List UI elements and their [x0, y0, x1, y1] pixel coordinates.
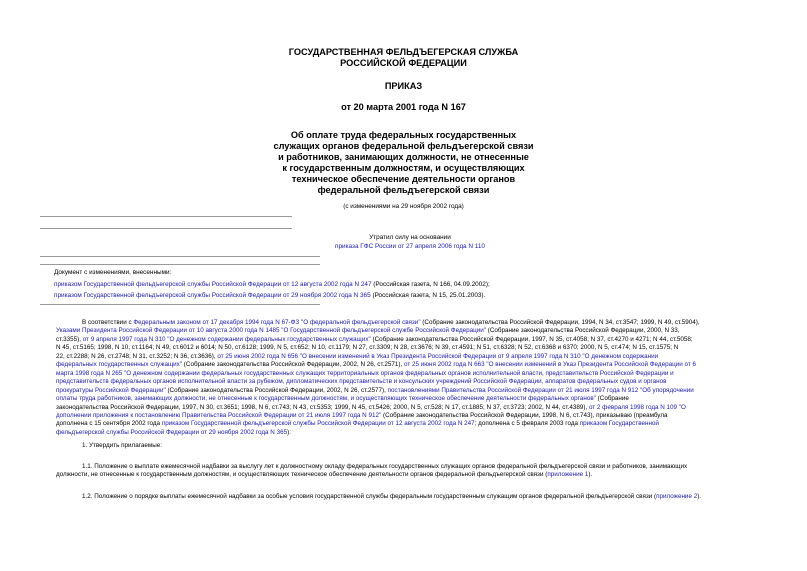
item-1-1-line	[56, 471, 769, 479]
item-1-2-text: 1.2. Положение о порядке выплаты ежемесячной надбавки за особые условия государственной службы федеральным государственным служащим органов федеральной фельдъегерской связи (	[82, 493, 657, 500]
doc-type: ПРИКАЗ	[384, 81, 423, 91]
preamble-line	[56, 420, 769, 428]
agency-line-2: РОССИЙСКОЙ ФЕДЕРАЦИИ	[340, 58, 467, 68]
repeal-note: Утратил силу на основании	[369, 234, 451, 241]
preamble-link[interactable]: марта 1998 года N 265 "О денежном содержании федеральных государственных служащих территориальных органов федеральных органов исполнительной власти, представительств Российской Федерации и	[56, 369, 674, 377]
item-1-1	[56, 463, 769, 480]
doc-title-line: к государственным должностям, и осуществляющих	[282, 163, 525, 173]
doc-title	[0, 130, 807, 196]
agency-line-1: ГОСУДАРСТВЕННАЯ ФЕЛЬДЪЕГЕРСКАЯ СЛУЖБА	[288, 47, 519, 57]
preamble-line	[56, 378, 769, 386]
item-1: 1. Утвердить прилагаемые:	[82, 442, 162, 449]
preamble-text: 22, ст.2288; N 26, ст.2748; N 31, ст.3252; N 36, ст.3636),	[56, 352, 218, 360]
doc-title-line: служащих органов федеральной фельдъегерской связи	[273, 141, 534, 151]
changes-item	[54, 281, 754, 289]
repeal-link[interactable]: приказа ГФС России от 27 апреля 2006 года N 110	[335, 243, 485, 250]
doc-date-number: от 20 марта 2001 года N 167	[341, 102, 466, 112]
preamble-line	[56, 429, 769, 437]
preamble-link[interactable]: приказом Государственной	[579, 420, 659, 428]
preamble-text: (Собрание законодательства Российской Федерации, 2000, N 33,	[486, 327, 680, 335]
item-1-1-text: должности, не отнесенные к государственным должностям, и осуществляющих техническое обеспечение деятельности органов федеральной фельдъегерской связи (	[56, 471, 548, 479]
preamble-link[interactable]: от 9 апреля 1997 года N 310 "О денежном содержании федеральных государственных служащих"	[82, 335, 371, 343]
doc-title-line: федеральной фельдъегерской связи	[317, 185, 490, 195]
preamble-line	[56, 395, 769, 403]
preamble-link[interactable]: Федеральным законом от 17 декабря 1994 года N 67-ФЗ "О федеральной фельдъегерской связи"	[133, 319, 421, 326]
preamble-text: (Собрание	[595, 395, 629, 403]
preamble-text: (Собрание законодательства Российской Федерации, 1998, N 6, ст.743), приказываю (преамбула	[381, 411, 668, 419]
preamble-text: (Собрание законодательства Российской Федерации, 2002, N 26, ст.2577),	[165, 386, 388, 394]
changes-label: Документ с изменениями, внесенными:	[54, 269, 172, 276]
changes-link[interactable]: приказом Государственной фельдъегерской службы Российской Федерации от 12 августа 2002 года N 247	[54, 281, 372, 289]
preamble-line	[56, 361, 769, 369]
preamble-link[interactable]: оплаты труда работников, занимающих должности, не отнесенные к государственным должностям, и осуществляющих техническое обеспечение деятельности федеральных органов"	[56, 395, 596, 403]
changes-link[interactable]: приказом Государственной фельдъегерской службы Российской Федерации от 29 ноября 2002 года N 365	[54, 292, 371, 300]
preamble-text: (Собрание законодательства Российской Федерации, 1994, N 34, ст.3547; 1999, N 49, ст.5904),	[420, 319, 700, 326]
item-1-1-text: ).	[588, 471, 593, 479]
preamble-link[interactable]: федеральных государственных служащих"	[56, 361, 183, 369]
item-1-2	[82, 493, 772, 501]
preamble-link[interactable]: приказом Государственной фельдъегерской службы Российской Федерации от 12 августа 2002 года N 247	[161, 420, 475, 428]
doc-title-line: и работников, занимающих должности, не отнесенные	[278, 152, 529, 162]
divider	[40, 216, 292, 217]
preamble-line	[56, 336, 769, 344]
preamble-text: дополнена с 15 сентября 2002 года	[56, 420, 162, 428]
preamble-line	[56, 327, 769, 335]
doc-title-line: Об оплате труда федеральных государственных	[290, 130, 517, 140]
divider	[40, 264, 320, 265]
preamble-line	[56, 353, 769, 361]
preamble-link[interactable]: от 25 июня 2002 года N 663 "О внесении изменений в Указ Президента Российской Федерации от 6	[403, 361, 696, 369]
preamble-link[interactable]: Указами Президента Российской Федерации от 10 августа 2000 года N 1485 "О Государственной фельдъегерской службе Российской Федерации"	[56, 327, 487, 335]
preamble-text: N 45, ст.5165; 1998, N 10, ст.1164; N 49, ст.6012 и 6014; N 50, ст.6128; 1999, N 5, ст.652; N 10, ст.1179; N 27, ст.3309; N 28, ст.3676; N 39, ст.4591; N 51, ст.6328; N 52, ст.6368 и 6370; 2000, N 5, ст.474; N 15, ст.1575; N	[56, 344, 679, 352]
preamble-link[interactable]: от 25 июня 2002 года N 656 "О внесении изменений в Указ Президента Российской Федерации от 9 апреля 1997 года N 310 "О денежном содержании	[217, 352, 659, 360]
appendix-1-link[interactable]: приложение 1	[547, 471, 589, 479]
preamble-line	[56, 344, 769, 352]
preamble-link[interactable]: прокуратуры Российской Федерации"	[56, 386, 166, 394]
preamble-link[interactable]: представительств федеральных органов исполнительной власти за рубежом, дипломатических представительств и консульских учреждений Российской Федерации, аппаратов федеральных судов и органов	[56, 378, 667, 386]
preamble-line	[56, 387, 769, 395]
preamble-text: (Собрание законодательства Российской Федерации, 2002, N 26, ст.2571),	[182, 361, 404, 369]
changes-tail: (Российская газета, N 15, 25.01.2003).	[370, 292, 486, 300]
agency-name	[0, 47, 807, 69]
preamble-link[interactable]: дополнении приложения к постановлению Правительства Российской Федерации от 21 июля 1997 года N 912"	[56, 411, 382, 419]
preamble-line	[56, 404, 769, 412]
amendments-note: (с изменениями на 29 ноября 2002 года)	[343, 203, 464, 210]
preamble-link[interactable]: от 2 февраля 1998 года N 109 "О	[588, 403, 686, 411]
preamble-text: ; дополнена с 5 февраля 2003 года	[474, 420, 580, 428]
divider	[40, 256, 320, 257]
preamble-text: ):	[287, 428, 291, 436]
preamble-link[interactable]: постановлениями Правительства Российской Федерации от 21 июля 1997 года N 912 "Об упорядочении	[387, 386, 694, 394]
doc-title-line: техническое обеспечение деятельности органов	[291, 174, 516, 184]
appendix-2-link[interactable]: приложение 2	[656, 493, 698, 500]
changes-tail: (Российская газета, N 166, 04.09.2002);	[371, 281, 490, 289]
divider	[40, 304, 320, 305]
preamble-paragraph	[56, 319, 769, 437]
repeal-link-wrap	[290, 243, 530, 251]
item-1-1-line: 1.1. Положение о выплате ежемесячной надбавки за выслугу лет к должностному окладу федеральных государственных служащих органов федеральной фельдъегерской связи и работников, занимающих	[82, 463, 688, 470]
preamble-text: законодательства Российской Федерации, 1997, N 30, ст.3651; 1998, N 6, ст.743; N 43, ст.5353; 1999, N 45, ст.5426; 2000, N 5, ст.528; N 17, ст.1885; N 37, ст.3723; 2002, N 44, ст.4389),	[56, 403, 589, 411]
changes-item	[54, 292, 754, 300]
changes-box	[54, 269, 754, 301]
preamble-text: В соответствии с	[82, 319, 134, 326]
preamble-text: (Собрание законодательства Российской Федерации, 1997, N 35, ст.4058; N 37, ст.4270 и 4271; N 44, ст.5058;	[370, 335, 693, 343]
preamble-text: ст.3355),	[56, 335, 83, 343]
preamble-line	[56, 370, 769, 378]
item-1-2-text: ).	[697, 493, 702, 500]
divider	[40, 228, 292, 229]
preamble-link[interactable]: фельдъегерской службы Российской Федерации от 29 ноября 2002 года N 365	[56, 428, 288, 436]
